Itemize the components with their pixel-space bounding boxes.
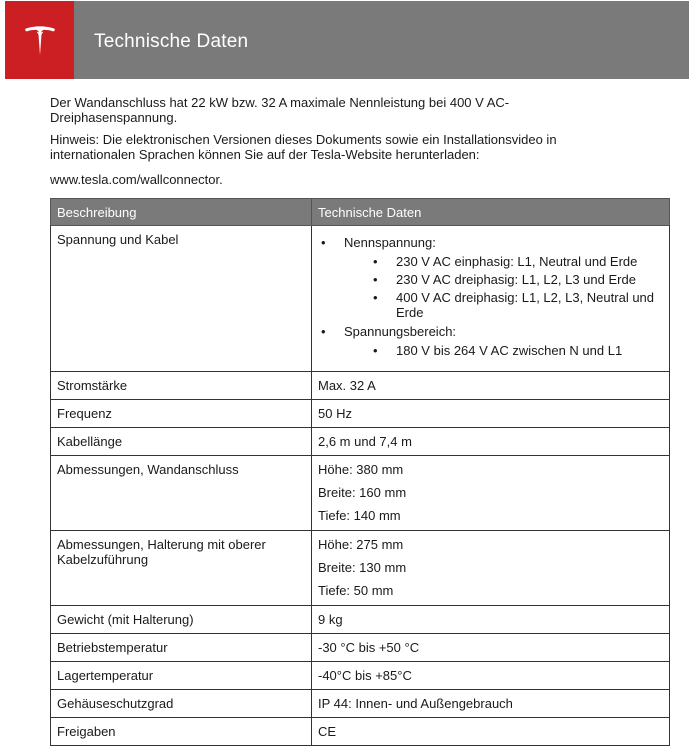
table-row-dims-bracket bbox=[51, 531, 670, 606]
row-value bbox=[312, 531, 670, 606]
row-value bbox=[312, 456, 670, 531]
voltage-details bbox=[312, 226, 670, 372]
intro-paragraph-rating: Der Wandanschluss hat 22 kW bzw. 32 A maximale Nennleistung bei 400 V AC-Dreiphasenspannung. bbox=[50, 95, 510, 125]
table-row-storage-temp bbox=[51, 662, 670, 690]
page-header bbox=[5, 1, 689, 79]
tesla-logo-icon bbox=[22, 22, 58, 58]
depth-value: Tiefe: 50 mm bbox=[318, 583, 394, 598]
list-item: • 180 V bis 264 V AC zwischen N und L1 bbox=[344, 343, 663, 358]
column-header-specs: Technische Daten bbox=[312, 199, 670, 226]
list-item bbox=[318, 235, 663, 320]
row-value: -40°C bis +85°C bbox=[312, 662, 670, 690]
table-row-cable-length bbox=[51, 428, 670, 456]
table-header-row bbox=[51, 199, 670, 226]
row-value: CE bbox=[312, 718, 670, 746]
page-title: Technische Daten bbox=[94, 31, 249, 52]
voltage-list bbox=[318, 235, 663, 358]
table-row-voltage bbox=[51, 226, 670, 372]
depth-value: Tiefe: 140 mm bbox=[318, 508, 401, 523]
row-value: IP 44: Innen- und Außengebrauch bbox=[312, 690, 670, 718]
height-value: Höhe: 380 mm bbox=[318, 462, 404, 477]
list-item: • 230 V AC einphasig: L1, Neutral und Erde bbox=[344, 254, 663, 269]
height-value: Höhe: 275 mm bbox=[318, 537, 404, 552]
website-url: www.tesla.com/wallconnector. bbox=[50, 172, 223, 187]
list-item: • 400 V AC dreiphasig: L1, L2, L3, Neutral und Erde bbox=[344, 290, 663, 320]
row-value: 2,6 m und 7,4 m bbox=[312, 428, 670, 456]
nominal-voltage-list bbox=[344, 254, 663, 320]
row-label: Kabellänge bbox=[51, 428, 312, 456]
voltage-range-list bbox=[344, 343, 663, 358]
intro-paragraph-note: Hinweis: Die elektronischen Versionen dieses Dokuments sowie ein Installationsvideo in internationalen Sprachen können Sie auf der Tesla-Website herunterladen: bbox=[50, 132, 557, 162]
voltage-range-label: Spannungsbereich: bbox=[344, 324, 457, 339]
table-row-current bbox=[51, 372, 670, 400]
row-label: Betriebstemperatur bbox=[51, 634, 312, 662]
row-label: Abmessungen, Halterung mit oberer Kabelzuführung bbox=[51, 531, 312, 606]
row-label: Abmessungen, Wandanschluss bbox=[51, 456, 312, 531]
table-row-operating-temp bbox=[51, 634, 670, 662]
row-value: Max. 32 A bbox=[312, 372, 670, 400]
table-row-approvals bbox=[51, 718, 670, 746]
row-label: Lagertemperatur bbox=[51, 662, 312, 690]
row-label: Gewicht (mit Halterung) bbox=[51, 606, 312, 634]
list-item: • 230 V AC dreiphasig: L1, L2, L3 und Erde bbox=[344, 272, 663, 287]
list-item bbox=[318, 324, 663, 358]
row-label: Spannung und Kabel bbox=[51, 226, 312, 372]
brand-logo-box bbox=[5, 1, 74, 79]
nominal-voltage-label: Nennspannung: bbox=[344, 235, 436, 250]
table-row-frequency bbox=[51, 400, 670, 428]
column-header-description: Beschreibung bbox=[51, 199, 312, 226]
table-row-dims-wall bbox=[51, 456, 670, 531]
row-label: Freigaben bbox=[51, 718, 312, 746]
row-label: Frequenz bbox=[51, 400, 312, 428]
row-value: 9 kg bbox=[312, 606, 670, 634]
row-label: Gehäuseschutzgrad bbox=[51, 690, 312, 718]
row-label: Stromstärke bbox=[51, 372, 312, 400]
table-row-protection bbox=[51, 690, 670, 718]
width-value: Breite: 160 mm bbox=[318, 485, 407, 500]
table-row-weight bbox=[51, 606, 670, 634]
spec-table bbox=[50, 198, 670, 746]
row-value: 50 Hz bbox=[312, 400, 670, 428]
width-value: Breite: 130 mm bbox=[318, 560, 407, 575]
row-value: -30 °C bis +50 °C bbox=[312, 634, 670, 662]
